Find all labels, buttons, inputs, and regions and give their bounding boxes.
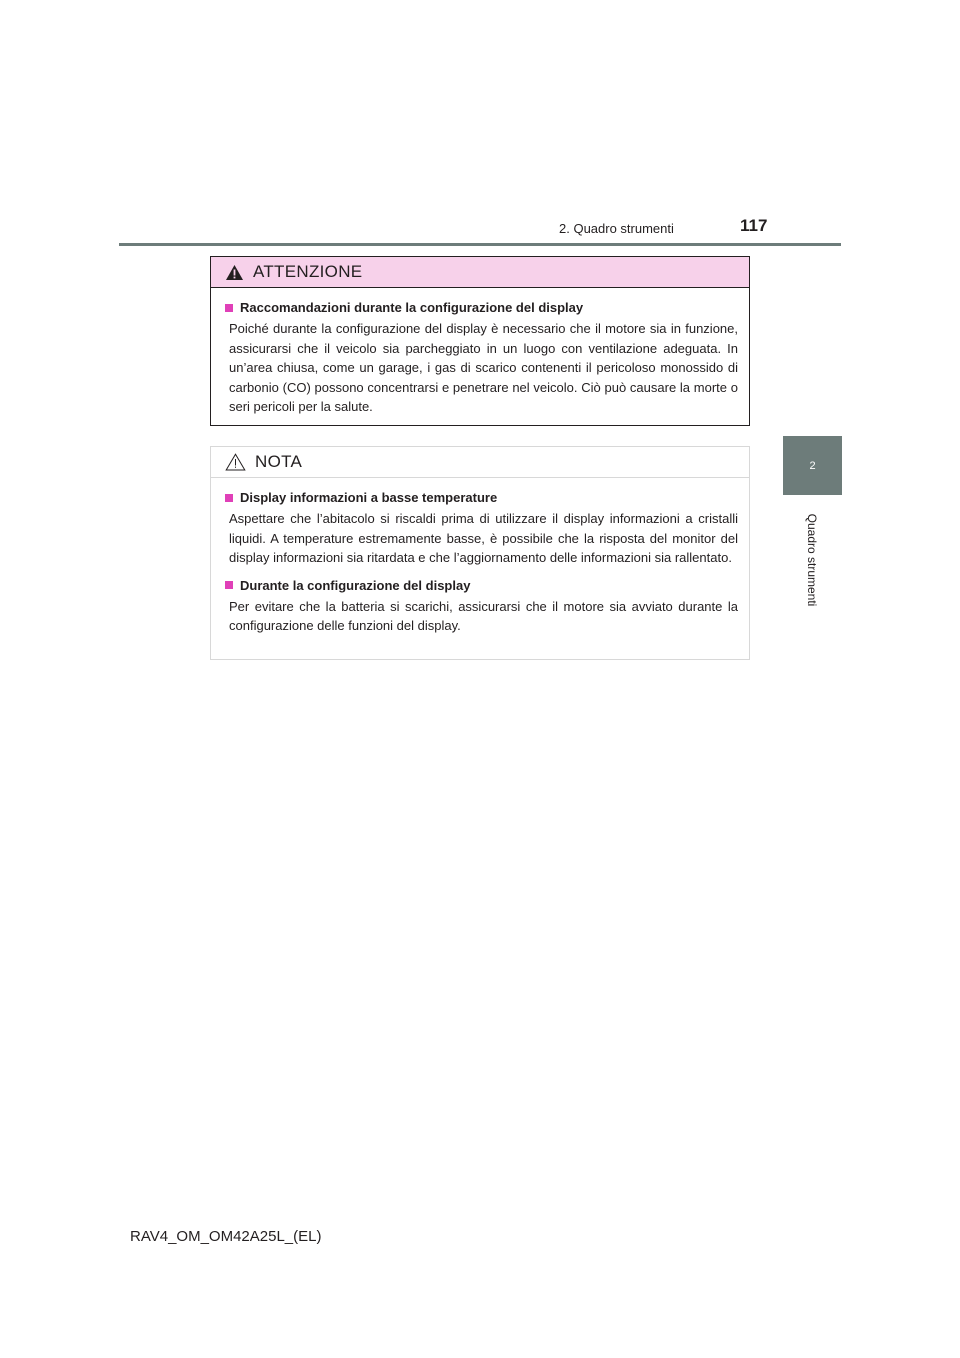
header-rule: [119, 243, 841, 246]
chapter-tab: [783, 436, 842, 495]
note-header: [211, 447, 749, 478]
note-item-title: Durante la configurazione del display: [240, 577, 471, 593]
chapter-tab-label: Quadro strumenti: [805, 513, 819, 607]
note-item: [225, 578, 738, 636]
note-box: [210, 446, 750, 660]
warning-header: [211, 257, 749, 288]
warning-item: [225, 300, 738, 417]
caution-outline-icon: [225, 453, 246, 471]
note-item-text: Aspettare che l’abitacolo si riscaldi prima di utilizzare il display informazioni a cristalli liquidi. A temperature estremamente basse, è possibile che la risposta del monitor del display informazioni sia ritardata e che l’aggiornamento delle informazioni sia rallentato.: [229, 511, 738, 565]
square-bullet-icon: [225, 494, 233, 502]
warning-item-title: Raccomandazioni durante la configurazione del display: [240, 300, 584, 315]
warning-box: [210, 256, 750, 426]
note-item-text: Per evitare che la batteria si scarichi, assicurarsi che il motore sia avviato durante la configurazione delle funzioni del display.: [229, 598, 738, 633]
manual-code: RAV4_OM_OM42A25L_(EL): [130, 1228, 322, 1245]
page-number: 117: [740, 216, 768, 235]
square-bullet-icon: [225, 581, 233, 589]
note-item: [225, 490, 738, 568]
header-section-title: 2. Quadro strumenti: [559, 221, 674, 236]
warning-label: ATTENZIONE: [253, 262, 363, 281]
note-label: NOTA: [255, 452, 303, 471]
chapter-tab-number: 2: [809, 459, 816, 472]
note-item-title: Display informazioni a basse temperature: [240, 490, 498, 505]
square-bullet-icon: [225, 304, 233, 312]
warning-triangle-icon: [225, 264, 244, 281]
warning-item-text: Poiché durante la configurazione del display è necessario che il motore sia in funzione, assicurarsi che il veicolo sia parcheggiato in un luogo con ventilazione adeguata. In un’area chiusa, come un garage, i gas di scarico contenenti il pericoloso monossido di carbonio (CO) possono concentrarsi e penetrare nel veicolo. Ciò può causare la morte o seri pericoli per la salute.: [229, 321, 738, 414]
